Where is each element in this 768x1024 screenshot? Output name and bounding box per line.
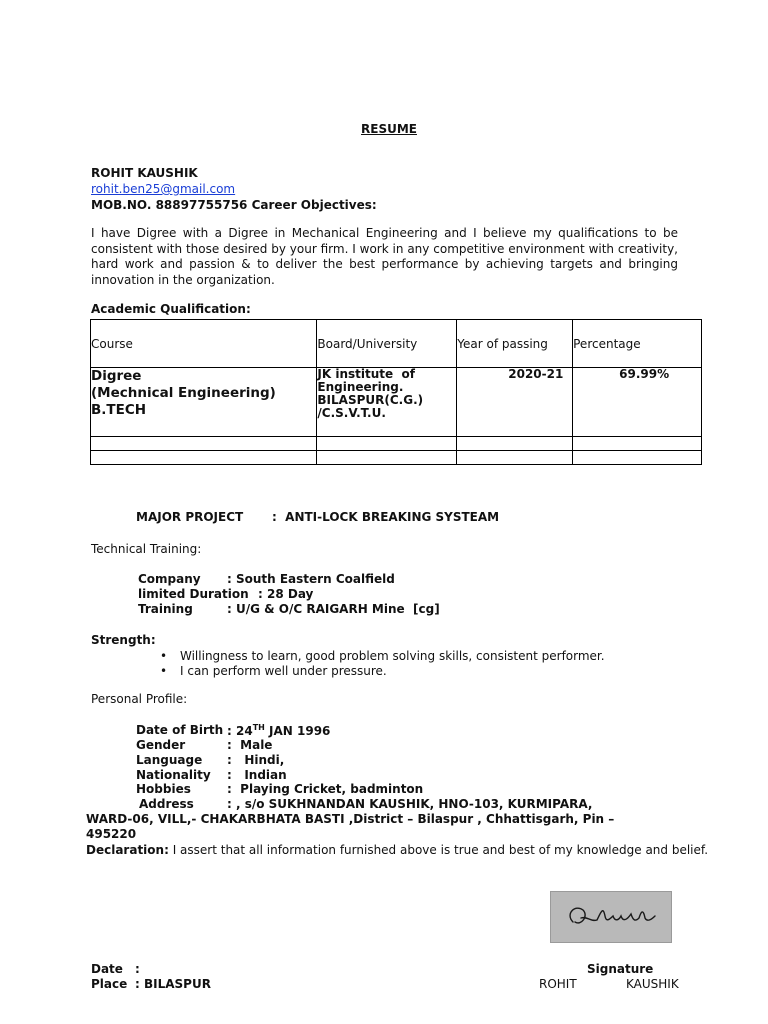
project-label: MAJOR PROJECT [136, 510, 244, 524]
declaration [86, 843, 708, 857]
signature-scribble-icon [551, 892, 671, 942]
strength-list [160, 649, 605, 679]
address-label: Address [139, 797, 194, 811]
declaration-label: Declaration: [86, 843, 169, 857]
email-link[interactable]: rohit.ben25@gmail.com [91, 182, 236, 196]
address-line-3: 495220 [86, 827, 137, 841]
dob-label: Date of Birth [136, 723, 224, 737]
training-title: Technical Training: [91, 542, 202, 556]
duration-label: limited Duration [138, 587, 249, 601]
header-board: Board/University [317, 320, 457, 368]
hobbies-value: : Playing Cricket, badminton [227, 782, 424, 796]
signatory-last-name: KAUSHIK [626, 977, 679, 991]
table-row [91, 451, 702, 465]
nationality-label: Nationality [136, 768, 211, 782]
place-label: Place [91, 977, 128, 991]
mobile-line: MOB.NO. 88897755756 Career Objectives: [91, 198, 377, 212]
percentage-value: 69.99% [619, 367, 670, 381]
signatory-first-name: ROHIT [539, 977, 577, 991]
table-row [91, 368, 702, 437]
duration-value: : 28 Day [258, 587, 314, 601]
date-value: : [135, 962, 140, 976]
board-line: Engineering. [317, 380, 404, 394]
board-line: /C.S.V.T.U. [317, 406, 386, 420]
course-line: (Mechnical Engineering) [91, 385, 276, 401]
signature-label: Signature [587, 962, 654, 976]
gender-label: Gender [136, 738, 186, 752]
address-line-2: WARD-06, VILL,- CHAKARBHATA BASTI ,District – Bilaspur , Chhattisgarh, Pin – [86, 812, 615, 826]
percentage-cell [573, 368, 702, 437]
board-cell [317, 368, 457, 437]
gender-value: : Male [227, 738, 273, 752]
table-row [91, 437, 702, 451]
profile-title: Personal Profile: [91, 692, 188, 706]
header-percentage: Percentage [573, 320, 702, 368]
dob-value: : 24TH JAN 1996 [227, 723, 331, 738]
board-line: BILASPUR(C.G.) [317, 393, 424, 407]
date-label: Date [91, 962, 123, 976]
course-line: Digree [91, 368, 142, 384]
list-item: • I can perform well under pressure. [160, 664, 605, 679]
candidate-name: ROHIT KAUSHIK [91, 166, 198, 180]
strength-title: Strength: [91, 633, 156, 647]
nationality-value: : Indian [227, 768, 287, 782]
language-label: Language [136, 753, 203, 767]
list-item: • Willingness to learn, good problem solving skills, consistent performer. [160, 649, 605, 664]
career-objective-text: I have Digree with a Digree in Mechanical Engineering and I believe my qualifications to be consistent with those desired by your firm. I work in any competitive environment with creativity, hard work and passion & to deliver the best performance by achieving targets and bringing innovation in the organization. [91, 226, 678, 287]
signature-image [550, 891, 672, 943]
board-line: JK institute of [317, 367, 415, 381]
training-label: Training [138, 602, 193, 616]
header-year: Year of passing [457, 320, 573, 368]
table-header-row [91, 320, 702, 368]
address-value: : , s/o SUKHNANDAN KAUSHIK, HNO-103, KURMIPARA, [227, 797, 593, 811]
resume-heading: RESUME [361, 122, 417, 136]
declaration-text: I assert that all information furnished above is true and best of my knowledge and belief. [168, 843, 709, 857]
header-course: Course [91, 320, 317, 368]
project-value: : ANTI-LOCK BREAKING SYSTEAM [272, 510, 500, 524]
academic-table [90, 319, 702, 465]
hobbies-label: Hobbies [136, 782, 191, 796]
company-label: Company [138, 572, 201, 586]
course-line: B.TECH [91, 402, 147, 418]
place-value: : BILASPUR [135, 977, 211, 991]
language-value: : Hindi, [227, 753, 285, 767]
academic-title: Academic Qualification: [91, 302, 251, 316]
course-cell [91, 368, 317, 437]
year-cell [457, 368, 573, 437]
company-value: : South Eastern Coalfield [227, 572, 395, 586]
year-value: 2020-21 [508, 367, 564, 381]
training-value: : U/G & O/C RAIGARH Mine [cg] [227, 602, 440, 616]
